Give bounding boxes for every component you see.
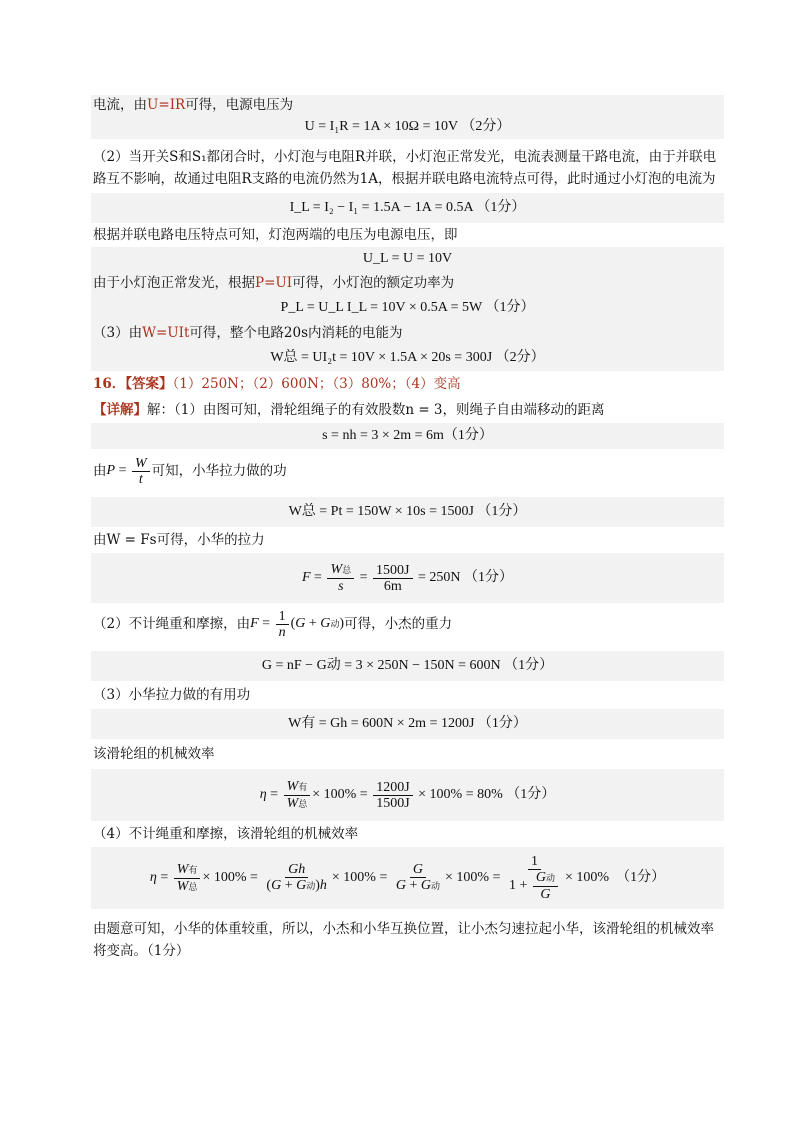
force-formula: F = $\frac{1}{n}$ ( G + G 动 ) xyxy=(250,608,345,640)
eq3: U_L = U = 10V xyxy=(91,247,724,271)
p11: （4）不计绳重和摩擦，该滑轮组的机械效率 xyxy=(93,826,359,842)
p6: 由 P = $\frac{W}{t}$ 可知，小华拉力做的功 xyxy=(93,455,287,487)
eq6: s = nh = 3 × 2m = 6m（1分） xyxy=(91,423,724,449)
eq4: P_L = U_L I_L = 10V × 0.5A = 5W （1分） xyxy=(91,295,724,321)
p1: 电流，由U=IR可得，电源电压为 xyxy=(91,95,724,115)
eq12: η = $\frac{\text{W有}}{\text{W总}}$ × 100% = $\frac{Gh}{\text{(G + G动)h}}$ × 100% = $\frac{G}{\text{G + G动}}$ × 100% = 1 1 + $\frac{\text{G动}}{G}$ × 100% （1分） xyxy=(91,847,724,909)
p12: 由题意可知，小华的体重较重，所以，小杰和小华互换位置，让小杰匀速拉起小华，该滑轮组的机械效率将变高。（1分） xyxy=(93,921,714,959)
p7: 由W = Fs可得，小华的拉力 xyxy=(93,532,265,548)
eq8: F = $\frac{\text{W总}}{s}$ = $\frac{1500J}{6m}$ = 250N （1分） xyxy=(91,553,724,603)
p9: （3）小华拉力做的有用功 xyxy=(93,687,251,703)
power-formula: P = $\frac{W}{t}$ xyxy=(107,456,152,487)
eq1: U = I₁R = 1A × 10Ω = 10V （2分） xyxy=(91,115,724,139)
p10: 该滑轮组的机械效率 xyxy=(93,746,215,762)
p2: （2）当开关S和S₁都闭合时，小灯泡与电阻R并联，小灯泡正常发光，电流表测量干路电流，由于并联电路互不影响，故通过电阻R支路的电流仍然为1A，根据并联电路电流特点可得，此时通过小灯泡的电流为 xyxy=(93,149,717,187)
eq7: W总 = Pt = 150W × 10s = 1500J （1分） xyxy=(91,497,724,527)
p5: （3）由W=UIt可得，整个电路20s内消耗的电能为 xyxy=(91,321,724,345)
eq10: W有 = Gh = 600N × 2m = 1200J （1分） xyxy=(91,709,724,739)
p8: （2）不计绳重和摩擦，由 F = $\frac{1}{n}$ ( G + G 动 ) 可得，小杰的重力 xyxy=(93,608,453,640)
eq11: η = $\frac{\text{W有}}{\text{W总}}$ × 100% = $\frac{1200J}{1500J}$ × 100% = 80% （1分） xyxy=(91,769,724,821)
eq5: W总 = UI₂t = 10V × 1.5A × 20s = 300J （2分） xyxy=(91,345,724,371)
solution-content xyxy=(91,95,724,965)
eq9: G = nF − G动 = 3 × 250N − 150N = 600N （1分） xyxy=(91,651,724,681)
p3: 根据并联电路电压特点可知，灯泡两端的电压为电源电压，即 xyxy=(93,227,458,243)
q16-detail: 【详解】解：（1）由图可知，滑轮组绳子的有效股数n = 3，则绳子自由端移动的距离 xyxy=(93,402,605,418)
eq2: I_L = I₂ − I₁ = 1.5A − 1A = 0.5A （1分） xyxy=(91,193,724,223)
q16-answer: 16．【答案】（1）250N；（2）600N；（3）80%；（4）变高 xyxy=(93,376,461,392)
p4: 由于小灯泡正常发光，根据P=UI可得，小灯泡的额定功率为 xyxy=(91,271,724,295)
